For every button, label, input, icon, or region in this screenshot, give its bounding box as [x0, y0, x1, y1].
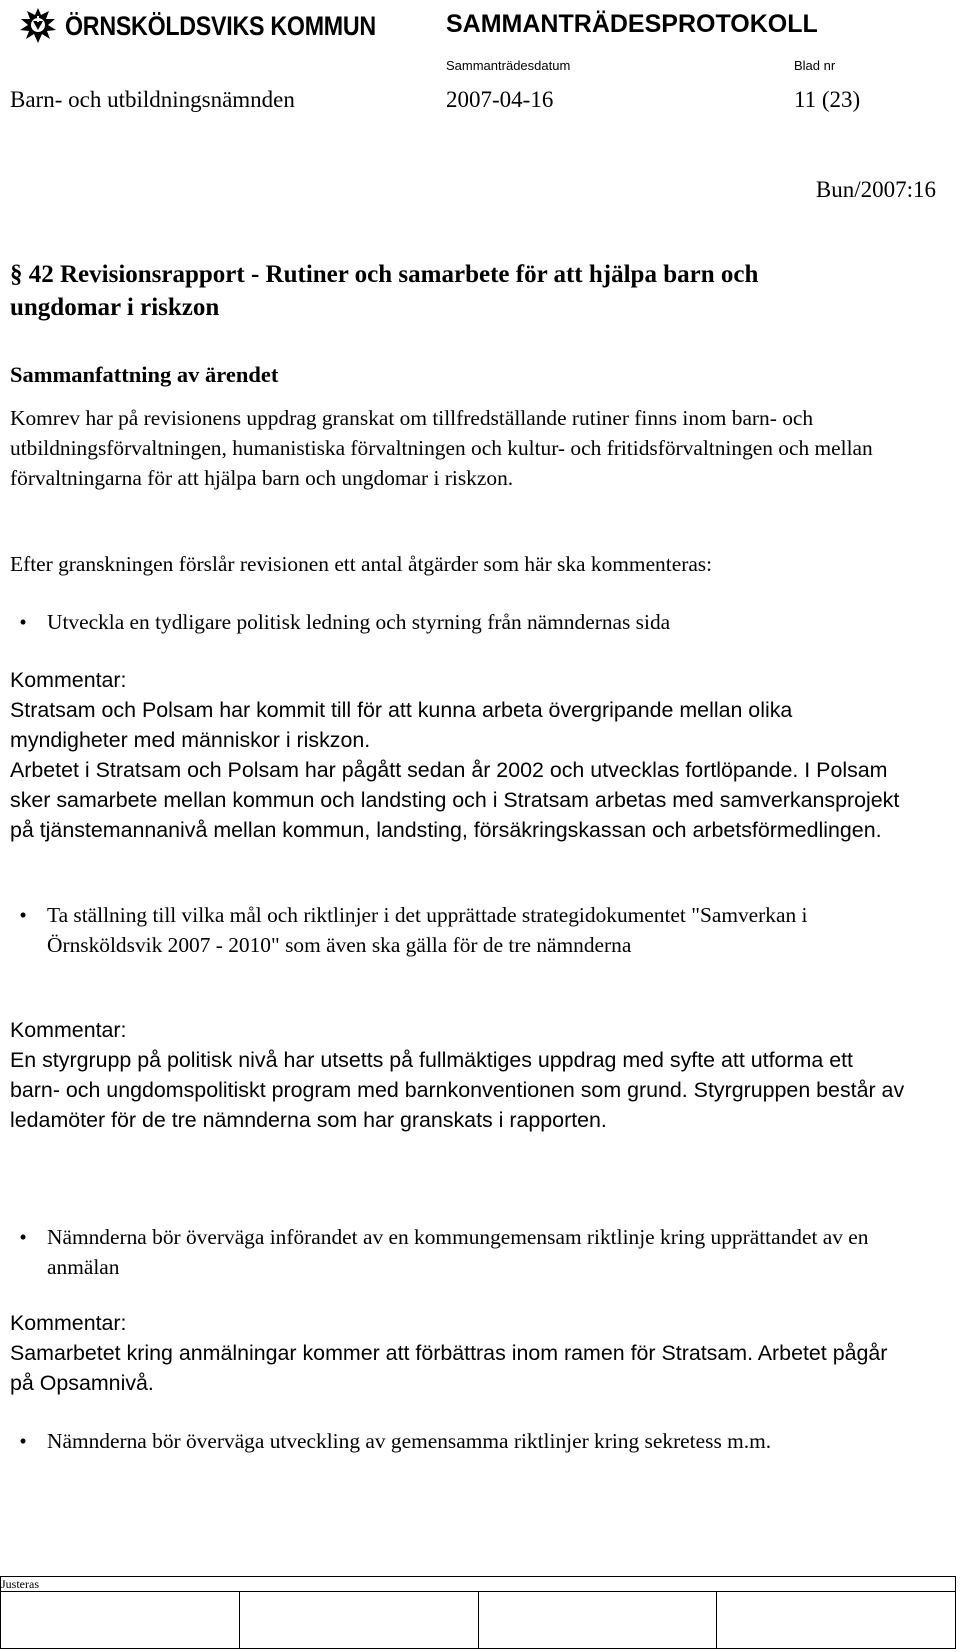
- item-title-line-2: ungdomar i riskzon: [10, 294, 220, 321]
- bullet-icon: •: [19, 610, 27, 634]
- recommendation-text: Nämnderna bör överväga införandet av en kommungemensam riktlinje kring upprättandet av en anmälan: [47, 1225, 869, 1279]
- recommendation-text: Ta ställning till vilka mål och riktlinjer i det upprättade strategidokumentet "Samverkan i Örnsköldsvik 2007 - 2010" som även ska gälla för de tre nämnderna: [47, 903, 808, 957]
- municipality-logo: [18, 6, 427, 46]
- meeting-date: 2007-04-16: [446, 87, 554, 112]
- comment-label: Kommentar:: [10, 1018, 127, 1042]
- signature-field[interactable]: [478, 1592, 717, 1649]
- comment-text: Samarbetet kring anmälningar kommer att förbättras inom ramen för Stratsam. Arbetet pågår på Opsamnivå.: [10, 1341, 888, 1395]
- comment-text: En styrgrupp på politisk nivå har utsetts på fullmäktiges uppdrag med syfte att utforma ett barn- och ungdomspolitiskt program med barnkonventionen som grund. Styrgruppen består av ledamöter för de tre nämnderna som har granskats i rapporten.: [10, 1048, 905, 1132]
- bullet-icon: •: [19, 1429, 27, 1453]
- signature-label: Justeras: [1, 1577, 956, 1592]
- bullet-icon: •: [19, 903, 27, 927]
- meeting-date-label: Sammanträdesdatum: [446, 58, 571, 73]
- list-item: [10, 900, 905, 960]
- signature-field[interactable]: [717, 1592, 956, 1649]
- recommendation-text: Utveckla en tydligare politisk ledning och styrning från nämndernas sida: [47, 610, 671, 634]
- intro-paragraph: Komrev har på revisionens uppdrag granskat om tillfredställande rutiner finns inom barn- och utbildningsförvaltningen, humanistiska förvaltningen och kultur- och fritidsförvaltningen och mellan förvaltningarna för att hjälpa barn och ungdomar i riskzon.: [10, 406, 873, 490]
- list-item: [10, 607, 905, 637]
- item-title: [10, 258, 900, 324]
- comment-text: Stratsam och Polsam har kommit till för att kunna arbeta övergripande mellan olika myndigheter med människor i riskzon.: [10, 698, 793, 752]
- item-title-line-1: § 42 Revisionsrapport - Rutiner och samarbete för att hjälpa barn och: [10, 261, 759, 288]
- bullet-icon: •: [19, 1225, 27, 1249]
- summary-heading: Sammanfattning av ärendet: [10, 362, 279, 387]
- list-item: [10, 1426, 905, 1456]
- signature-table: [0, 1576, 956, 1649]
- comment-label: Kommentar:: [10, 668, 127, 692]
- municipal-coat-of-arms-icon: [18, 6, 58, 46]
- recommendation-text: Nämnderna bör överväga utveckling av gemensamma riktlinjer kring sekretess m.m.: [47, 1429, 772, 1453]
- page-number-label: Blad nr: [794, 58, 836, 73]
- comment-label: Kommentar:: [10, 1311, 127, 1335]
- signature-field[interactable]: [239, 1592, 478, 1649]
- signature-field[interactable]: [1, 1592, 240, 1649]
- document-type-title: SAMMANTRÄDESPROTOKOLL: [446, 10, 818, 38]
- logo-text: ÖRNSKÖLDSVIKS KOMMUN: [65, 10, 376, 41]
- list-item: [10, 1222, 905, 1282]
- comment-text: Arbetet i Stratsam och Polsam har pågått sedan år 2002 och utvecklas fortlöpande. I Polsam sker samarbete mellan kommun och landsting och i Stratsam arbetas med samverkansprojekt på tjänstemannanivå mellan kommun, landsting, försäkringskassan och arbetsförmedlingen.: [10, 758, 900, 842]
- case-reference: Bun/2007:16: [815, 177, 936, 202]
- page-number: 11 (23): [794, 87, 861, 112]
- lead-paragraph: Efter granskningen förslår revisionen ett antal åtgärder som här ska kommenteras:: [10, 552, 713, 576]
- committee-name: Barn- och utbildningsnämnden: [10, 87, 295, 112]
